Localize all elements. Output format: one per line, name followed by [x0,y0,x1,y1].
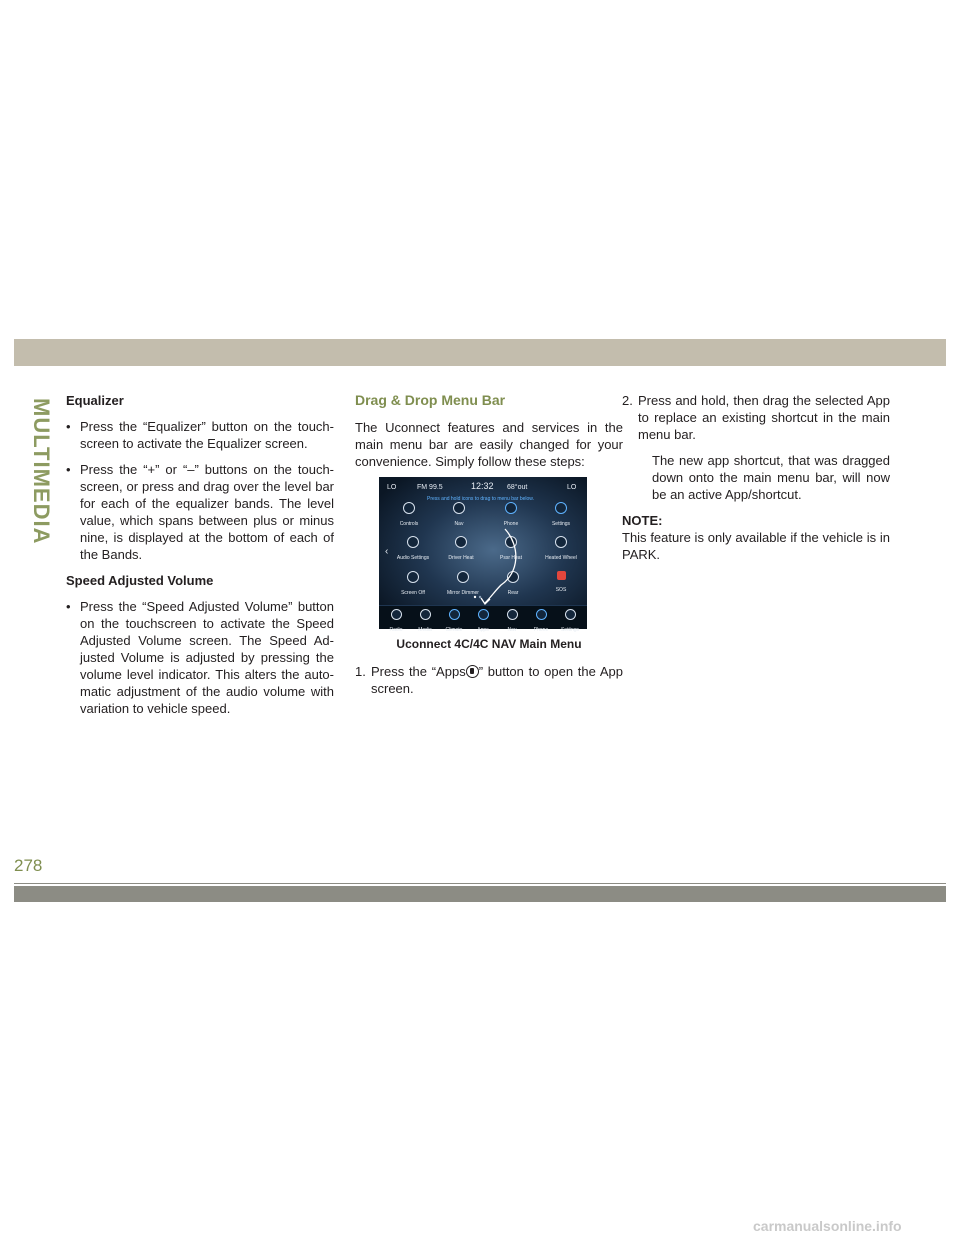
mirror-dimmer-icon: Mirror Dimmer [443,571,483,602]
section-tab [0,366,60,696]
audio-settings-icon: Audio Settings [393,536,433,567]
header-band [14,339,946,366]
phone-icon: Phone [491,502,531,533]
screen-hint: Press and hold icons to drag to menu bar below. [427,496,535,502]
step-2-text: Press and hold, then drag the selected App to replace an existing shortcut in the main menu bar. [638,393,890,442]
apps-inline-icon [466,665,479,678]
passenger-heat-icon: Pssr Heat [491,536,531,567]
left-column [66,392,334,726]
heated-wheel-icon: Heated Wheel [541,536,581,567]
radio-icon: Radio [383,609,409,639]
media-icon: Media [412,609,438,639]
menubar-settings-icon: Settings [557,609,583,639]
intro-paragraph: The Uconnect features and services in the main menu bar are easily changed for your convenience. Simply follow these steps: [355,420,623,469]
driver-heat-icon: Driver Heat [441,536,481,567]
menubar-nav-icon: Nav [499,609,525,639]
footer-band [14,886,946,902]
apps-icon: Apps [470,609,496,639]
screen-menu-bar [379,605,587,633]
settings-icon: Settings [541,502,581,533]
step-1-number: 1. [355,664,366,679]
nav-icon: Nav [439,502,479,533]
screen-temp: 68°out [507,484,528,491]
step-1 [355,663,623,697]
note-title: NOTE: [622,513,663,528]
screen-time: 12:32 [471,481,494,491]
sav-bullet-1: • Press the “Speed Adjusted Volume” button on the touchscreen to activate the Speed Adjusted Volume screen. The Speed Ad-justed Volume is adjusted by pressing the volume level indicator. This alters the auto-matic adjustment of the audio volume with variation to vehicle speed. [66,598,334,717]
equalizer-heading: Equalizer [66,393,124,408]
screen-lo-right: LO [567,484,577,491]
note-text: This feature is only available if the vehicle is in PARK. [622,530,890,562]
right-column [622,392,890,570]
watermark: carmanualsonline.info [753,1218,902,1234]
chevron-left-icon: ‹ [385,546,389,557]
figure-caption: Uconnect 4C/4C NAV Main Menu [396,637,582,651]
step-1-text-a: Press the “Apps [371,664,466,679]
screen-off-icon: Screen Off [393,571,433,602]
screen-lo-left: LO [387,484,397,491]
uconnect-screen-figure [379,477,587,633]
climate-icon: Climate [441,609,467,639]
section-title: Drag & Drop Menu Bar [355,392,506,408]
menubar-phone-icon: Phone [528,609,554,639]
rear-icon: Rear [493,571,533,602]
step-2-number: 2. [622,393,633,408]
step-1-text-b: ” button to open the App screen. [371,664,623,696]
sav-heading: Speed Adjusted Volume [66,573,214,588]
section-tab-label: MULTIMEDIA [29,398,54,545]
sos-icon: SOS [541,571,581,599]
step-2 [622,392,890,443]
equalizer-bullet-1: • Press the “Equalizer” button on the touch-screen to activate the Equalizer screen. [66,418,334,452]
controls-icon: Controls [389,502,429,533]
page-number: 278 [14,856,43,875]
equalizer-bullet-2: • Press the “+” or “–” buttons on the touch-screen, or press and drag over the level bar for each of the equalizer bands. The level value, which spans between plus or minus nine, is displayed at the bottom of each of the Bands. [66,461,334,563]
middle-column [355,392,623,706]
screen-station: FM 99.5 [417,484,443,491]
step-2-subtext: The new app shortcut, that was dragged down onto the main menu bar, will now be an active App/shortcut. [652,453,890,502]
